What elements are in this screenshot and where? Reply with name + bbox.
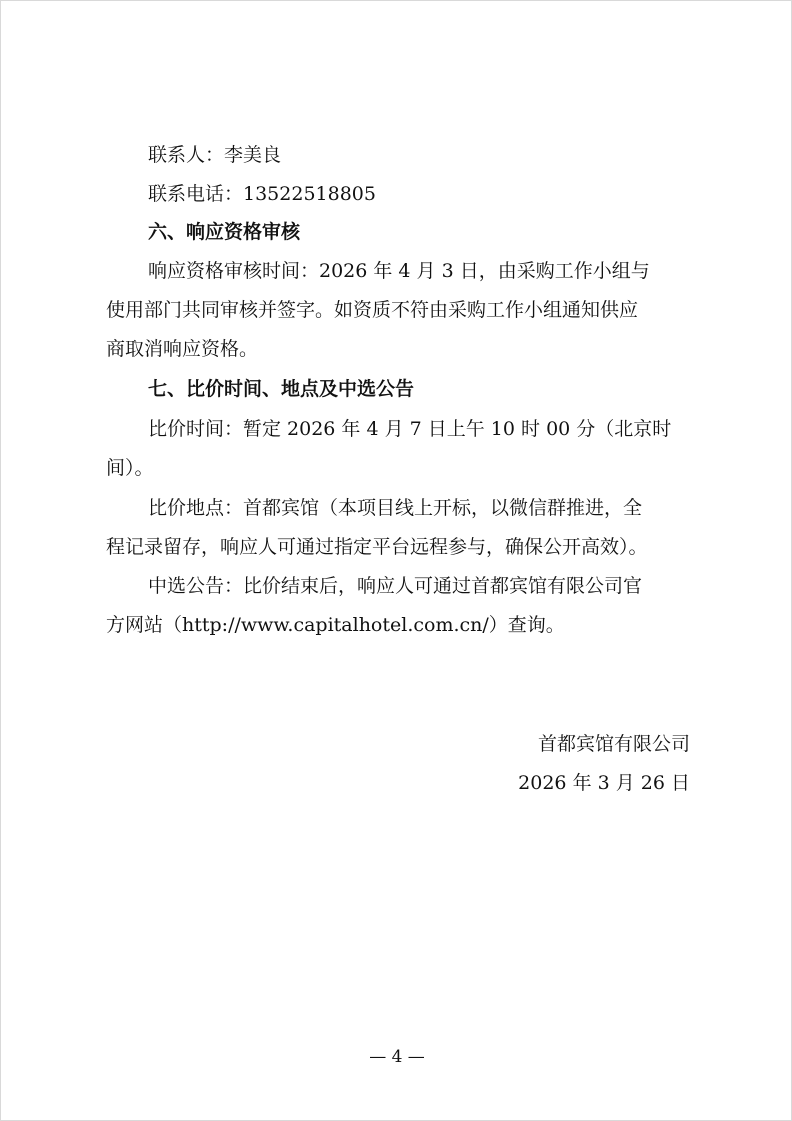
section6-line-3: 商取消响应资格。: [106, 338, 259, 360]
section7-heading: 七、比价时间、地点及中选公告: [148, 378, 415, 400]
signature-date: 2026 年 3 月 26 日: [518, 772, 690, 794]
section6-line-2: 使用部门共同审核并签字。如资质不符由采购工作小组通知供应: [106, 299, 639, 321]
notice-line-2: 方网站（http://www.capitalhotel.com.cn/）查询。: [106, 614, 565, 636]
contact-person: 联系人：李美良: [148, 144, 282, 166]
notice-line-1: 中选公告：比价结束后，响应人可通过首都宾馆有限公司官: [148, 575, 643, 597]
bid-place-line-2: 程记录留存，响应人可通过指定平台远程参与，确保公开高效）。: [106, 536, 648, 558]
section6-heading: 六、响应资格审核: [148, 221, 301, 243]
contact-phone: 联系电话：13522518805: [148, 183, 376, 205]
page-number: — 4 —: [369, 1047, 425, 1067]
bid-time-line-1: 比价时间：暂定 2026 年 4 月 7 日上午 10 时 00 分（北京时: [148, 418, 672, 440]
section6-line-1: 响应资格审核时间：2026 年 4 月 3 日，由采购工作小组与: [148, 260, 650, 282]
bid-place-line-1: 比价地点：首都宾馆（本项目线上开标，以微信群推进，全: [148, 497, 643, 519]
bid-time-line-2: 间）。: [106, 457, 154, 479]
signature-company: 首都宾馆有限公司: [537, 733, 690, 755]
